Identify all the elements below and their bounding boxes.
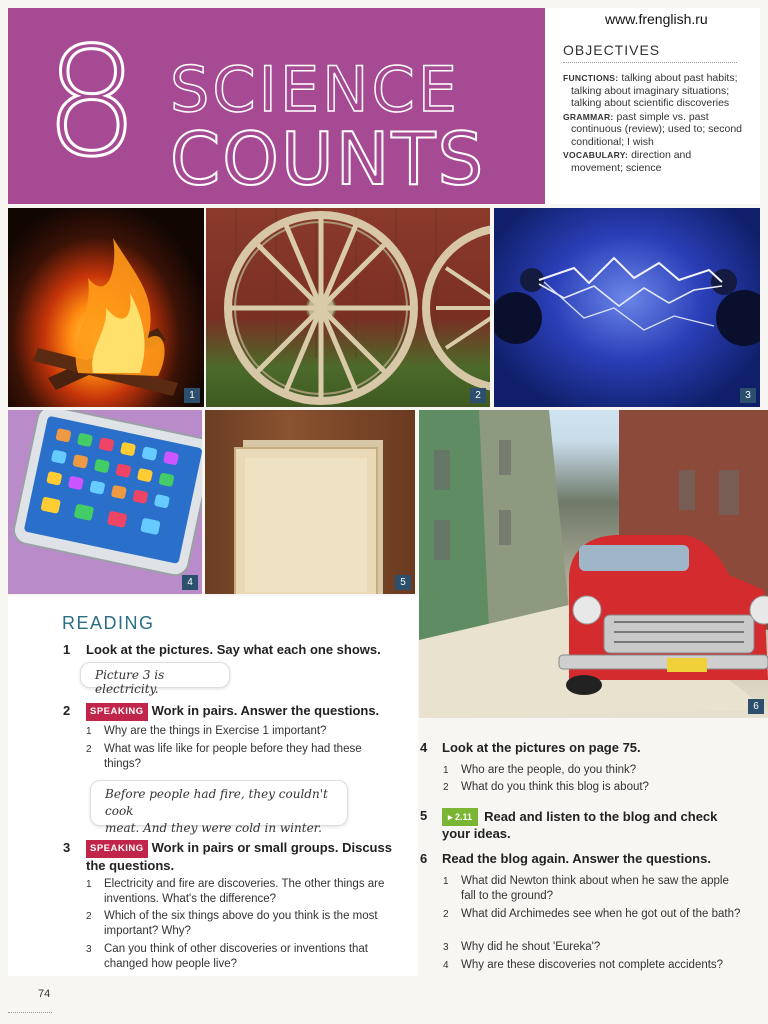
item-number: 2 [443, 782, 449, 793]
campfire-icon [8, 208, 204, 407]
picture-electricity [494, 208, 760, 407]
car-street-icon [419, 410, 768, 718]
unit-title-line2: COUNTS [170, 117, 486, 201]
item-text: What do you think this blog is about? [461, 781, 649, 793]
objective-grammar [563, 111, 743, 149]
list-item [443, 763, 751, 778]
exercise-2-text: Work in pairs. Answer the questions. [151, 703, 380, 718]
objective-functions [563, 72, 743, 110]
item-number: 1 [443, 876, 449, 887]
unit-title-line1: SCIENCE [170, 53, 460, 126]
objectives-list [563, 72, 743, 175]
speaker-icon: ▸ [448, 812, 453, 822]
vocabulary-label: VOCABULARY: [563, 150, 629, 160]
wagon-wheel-icon [206, 208, 490, 407]
item-text: What did Newton think about when he saw the apple fall to the ground? [461, 875, 729, 902]
exercise-4-instruction: Look at the pictures on page 75. [442, 740, 641, 755]
picture-number: 5 [395, 575, 411, 590]
exercise-3-instruction [86, 840, 396, 874]
unit-number: 8 [44, 16, 136, 190]
picture-paper [205, 410, 415, 594]
exercise-2-instruction [86, 703, 406, 721]
example-speech-bubble [80, 662, 230, 696]
grammar-label: GRAMMAR: [563, 111, 614, 122]
example-line: meat. And they were cold in winter. [105, 821, 322, 835]
exercise-number: 5 [420, 808, 428, 823]
list-item [86, 877, 389, 907]
picture-fire [8, 208, 204, 407]
smartphone-icon [8, 410, 202, 594]
list-item [443, 907, 746, 922]
grammar-text: past simple vs. past continuous (review); used to; second conditional; I wish [571, 110, 743, 148]
list-item [86, 942, 389, 972]
unit-banner [8, 8, 545, 204]
objectives-title: OBJECTIVES [563, 42, 661, 58]
exercise-5-instruction [442, 808, 742, 842]
list-item [443, 780, 751, 795]
exercise-number: 6 [420, 851, 428, 866]
paper-icon [205, 410, 415, 594]
example-speech-bubble [90, 780, 348, 835]
picture-number: 4 [182, 575, 198, 590]
item-text: What did Archimedes see when he got out of the bath? [461, 908, 741, 920]
audio-track-number: 2.11 [455, 812, 473, 822]
page-number: 74 [38, 988, 51, 1000]
speaking-tag: SPEAKING [86, 703, 148, 721]
speaking-tag: SPEAKING [86, 840, 148, 858]
list-item [86, 909, 389, 939]
exercise-number: 1 [63, 642, 71, 657]
picture-number: 1 [184, 388, 200, 403]
list-item [86, 724, 374, 739]
item-text: Who are the people, do you think? [461, 764, 637, 776]
item-text: Can you think of other discoveries or inventions that changed how people live? [104, 943, 369, 970]
objective-vocabulary [563, 149, 743, 174]
exercise-1-instruction: Look at the pictures. Say what each one shows. [86, 642, 381, 657]
exercise-6-instruction: Read the blog again. Answer the questions. [442, 851, 711, 866]
exercise-number: 4 [420, 740, 428, 755]
item-number: 2 [86, 911, 92, 922]
item-text: Which of the six things above do you think is the most important? Why? [104, 910, 378, 937]
example-text: Picture 3 is electricity. [95, 668, 165, 696]
item-number: 3 [86, 944, 92, 955]
picture-number: 2 [470, 388, 486, 403]
functions-text: talking about past habits; talking about imaginary situations; talking about scientific discoveries [571, 72, 738, 109]
item-text: Why did he shout 'Eureka'? [461, 941, 601, 953]
item-number: 2 [86, 744, 92, 755]
list-item [443, 874, 746, 904]
list-item [443, 940, 746, 955]
objectives-divider [563, 62, 737, 63]
item-number: 4 [443, 960, 449, 971]
reading-heading: READING [62, 613, 155, 633]
picture-car-street [419, 410, 768, 718]
item-number: 1 [443, 765, 449, 776]
picture-smartphone [8, 410, 202, 594]
exercise-number: 2 [63, 703, 71, 718]
item-number: 1 [86, 726, 92, 737]
item-number: 1 [86, 879, 92, 890]
exercise-3-text: Work in pairs or small groups. Discuss the questions. [86, 840, 392, 873]
item-number: 3 [443, 942, 449, 953]
picture-number: 3 [740, 388, 756, 403]
footer-divider [8, 1012, 52, 1013]
item-text: Why are these discoveries not complete accidents? [461, 959, 724, 971]
functions-label: FUNCTIONS: [563, 73, 619, 83]
audio-track-button[interactable] [442, 808, 478, 826]
vocabulary-text: direction and movement; science [571, 149, 692, 174]
electricity-icon [494, 208, 760, 407]
item-text: What was life like for people before they had these things? [104, 743, 362, 770]
exercise-5-text: Read and listen to the blog and check your ideas. [442, 809, 718, 841]
item-text: Electricity and fire are discoveries. The other things are inventions. What's the difference? [104, 878, 385, 905]
item-text: Why are the things in Exercise 1 important? [104, 725, 327, 737]
example-line: Before people had fire, they couldn't cook [105, 787, 328, 818]
picture-number: 6 [748, 699, 764, 714]
website-link[interactable]: www.frenglish.ru [605, 11, 708, 27]
item-number: 2 [443, 909, 449, 920]
list-item [443, 958, 746, 973]
list-item [86, 742, 374, 772]
picture-wheel [206, 208, 490, 407]
exercise-number: 3 [63, 840, 71, 855]
